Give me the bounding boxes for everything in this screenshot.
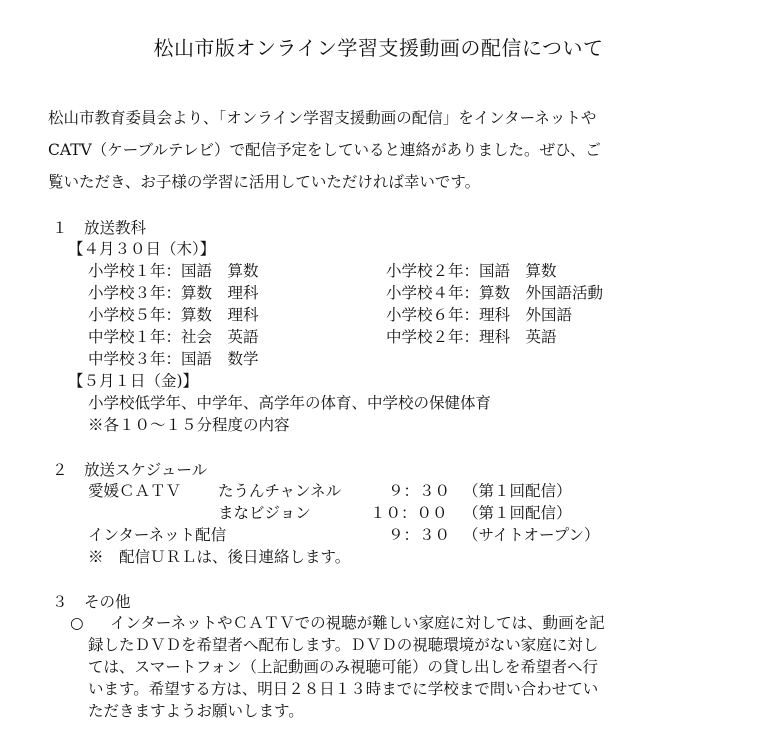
- schedule-channel: まなビジョン: [218, 504, 311, 522]
- section-1-heading: [52, 216, 146, 238]
- bullet-circle-icon: ○: [70, 614, 84, 632]
- intro-paragraph: [48, 102, 728, 198]
- schedule-time: ９：３０: [388, 482, 451, 500]
- subject-entry: 小学校２年：国語 算数: [386, 262, 557, 280]
- schedule-note: （サイトオープン）: [463, 526, 600, 544]
- schedule-provider: 愛媛ＣＡＴＶ: [88, 482, 182, 500]
- schedule-note: （第１回配信）: [463, 504, 572, 522]
- subject-entry: 小学校６年：理科 外国語: [386, 306, 573, 324]
- schedule-note: （第１回配信）: [463, 482, 572, 500]
- subject-entry: 小学校３年：算数 理科: [88, 284, 259, 302]
- date-label: 【４月３０日（木）】: [68, 240, 216, 258]
- subject-entry: 小学校５年：算数 理科: [88, 306, 259, 324]
- subject-entry: 中学校２年：理科 英語: [386, 328, 557, 346]
- date-label: 【５月１日（金)】: [68, 372, 199, 390]
- subject-entry: 小学校低学年、中学年、高学年の体育、中学校の保健体育: [88, 394, 492, 412]
- section-title: 放送教科: [84, 219, 147, 237]
- paragraph-line: インターネットやＣＡＴＶでの視聴が難しい家庭に対しては、動画を記: [110, 614, 605, 632]
- section-number: ２: [52, 461, 68, 479]
- note-text: ※各１０～１５分程度の内容: [88, 416, 290, 434]
- intro-line: 松山市教育委員会より、「オンライン学習支援動画の配信」をインターネットや: [48, 109, 597, 127]
- subject-entry: 中学校３年：国語 数学: [88, 350, 259, 368]
- section-number: １: [52, 219, 68, 237]
- schedule-provider: インターネット配信: [88, 526, 227, 544]
- intro-line: CATV（ケーブルテレビ）で配信予定をしていると連絡がありました。ぜひ、ご: [48, 141, 601, 159]
- subject-entry: 小学校１年：国語 算数: [88, 262, 259, 280]
- section-3-heading: [52, 590, 131, 612]
- note-text: ※ 配信ＵＲＬは、後日連絡します。: [88, 548, 351, 566]
- section-title: その他: [84, 593, 131, 611]
- paragraph-line: います。希望する方は、明日２８日１３時までに学校まで問い合わせてい: [88, 680, 599, 698]
- intro-line: 覧いただき、お子様の学習に活用していただければ幸いです。: [48, 173, 481, 191]
- subject-entry: 中学校１年：社会 英語: [88, 328, 259, 346]
- document-title: 松山市版オンライン学習支援動画の配信について: [153, 36, 604, 60]
- paragraph-line: ただきますようお願いします。: [88, 702, 304, 720]
- section-title: 放送スケジュール: [84, 461, 208, 479]
- paragraph-line: 録したＤＶＤを希望者へ配布します。ＤＶＤの視聴環境がない家庭に対し: [88, 636, 599, 654]
- section-number: ３: [52, 593, 68, 611]
- schedule-channel: たうんチャンネル: [218, 482, 342, 500]
- subject-entry: 小学校４年：算数 外国語活動: [386, 284, 604, 302]
- schedule-time: ９：３０: [388, 526, 451, 544]
- schedule-time: １０：００: [370, 504, 448, 522]
- paragraph-line: ては、スマートフォン（上記動画のみ視聴可能）の貸し出しを希望者へ行: [88, 658, 598, 676]
- section-2-heading: [52, 458, 207, 480]
